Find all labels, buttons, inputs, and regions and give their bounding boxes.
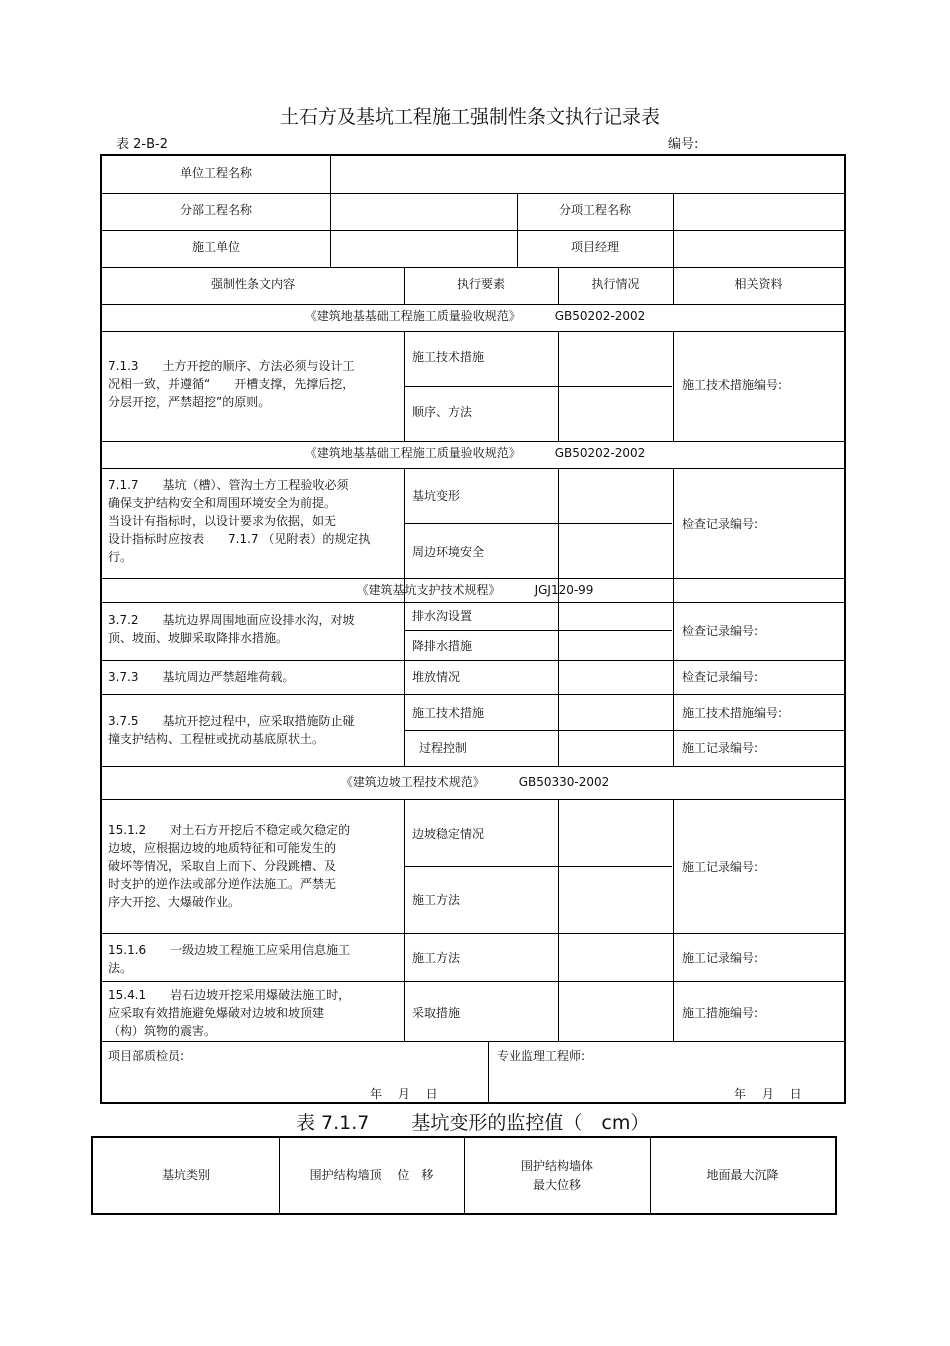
execution-element: 堆放情况 bbox=[412, 670, 461, 684]
clause-line: 应采取有效措施避免爆破对边坡和坡顶建 bbox=[108, 1006, 325, 1020]
col-divider bbox=[673, 468, 674, 766]
row-divider bbox=[102, 799, 844, 800]
page-title: 土石方及基坑工程施工强制性条文执行记录表 bbox=[279, 106, 660, 128]
clause-line: 3.7.3 基坑周边严禁超堆荷载。 bbox=[108, 670, 295, 684]
col-divider bbox=[673, 193, 674, 267]
clause-line: 序大开挖、大爆破作业。 bbox=[108, 895, 241, 909]
standard-section-header bbox=[102, 581, 848, 598]
col-divider bbox=[330, 156, 331, 267]
standard-code: GB50330-2002 bbox=[518, 775, 610, 789]
sub-table-title bbox=[296, 1108, 649, 1135]
clause-line: 15.1.2 对土石方开挖后不稳定或欠稳定的 bbox=[108, 823, 351, 837]
execution-element: 降排水措施 bbox=[412, 639, 473, 653]
execution-element: 过程控制 bbox=[419, 741, 468, 755]
standard-code: GB50202-2002 bbox=[554, 309, 646, 323]
sub-row-divider bbox=[404, 523, 672, 524]
col-divider bbox=[673, 331, 674, 441]
execution-element: 施工技术措施 bbox=[412, 706, 485, 720]
execution-element: 施工方法 bbox=[412, 951, 461, 965]
standard-section-header bbox=[102, 444, 848, 461]
reference-label: 检查记录编号: bbox=[682, 517, 759, 531]
clause-line: 15.4.1 岩石边坡开挖采用爆破法施工时， bbox=[108, 988, 351, 1002]
execution-element: 施工方法 bbox=[412, 893, 461, 907]
sub-row-divider bbox=[404, 386, 672, 387]
form-number: 表 2-B-2 bbox=[116, 137, 168, 152]
col-divider bbox=[558, 468, 559, 766]
clause-line: 确保支护结构安全和周围环境安全为前提。 bbox=[108, 496, 337, 510]
clause-line: 况相一致，并遵循“ 开槽支撑，先撑后挖， bbox=[108, 377, 355, 391]
row-divider bbox=[102, 267, 844, 268]
row-divider bbox=[102, 331, 844, 332]
col-divider bbox=[558, 331, 559, 441]
clause-line: 撞支护结构、工程桩或扰动基底原状土。 bbox=[108, 732, 325, 746]
clause-line: 分层开挖，严禁超挖”的原则。 bbox=[108, 395, 271, 409]
sub-row-divider bbox=[404, 630, 672, 631]
clause-3-7-2 bbox=[108, 611, 355, 647]
execution-element: 边坡稳定情况 bbox=[412, 827, 485, 841]
standard-code: GB50202-2002 bbox=[554, 446, 646, 460]
clause-7-1-7 bbox=[108, 476, 370, 566]
sub-table-name: 基坑变形的监控值（ cm） bbox=[411, 1112, 650, 1134]
row-divider bbox=[102, 193, 844, 194]
project-manager-label: 项目经理 bbox=[570, 240, 619, 254]
standard-name: 《建筑地基基础工程施工质量验收规范》 bbox=[304, 309, 521, 323]
col-divider bbox=[404, 468, 405, 766]
clause-15-4-1 bbox=[108, 986, 350, 1040]
serial-number-label: 编号: bbox=[668, 137, 699, 152]
row-divider bbox=[102, 933, 844, 934]
clause-line: 当设计有指标时，以设计要求为依据，如无 bbox=[108, 514, 337, 528]
column-header: 最大位移 bbox=[532, 1178, 581, 1192]
row-divider bbox=[102, 441, 844, 442]
clause-line: （构）筑物的震害。 bbox=[108, 1024, 217, 1038]
clause-line: 7.1.7 基坑（槽）、管沟土方工程验收必须 bbox=[108, 478, 349, 492]
column-header: 围护结构墙顶 位 移 bbox=[309, 1168, 434, 1182]
reference-label: 施工技术措施编号: bbox=[682, 706, 783, 720]
col-divider bbox=[488, 1041, 489, 1102]
reference-label: 检查记录编号: bbox=[682, 624, 759, 638]
column-header: 基坑类别 bbox=[161, 1168, 210, 1182]
construction-unit-label: 施工单位 bbox=[191, 240, 240, 254]
row-divider bbox=[102, 578, 844, 579]
signature-date: 年 月 日 bbox=[370, 1087, 438, 1101]
sub-row-divider bbox=[404, 866, 672, 867]
column-header: 执行要素 bbox=[456, 277, 505, 291]
column-header: 相关资料 bbox=[734, 277, 783, 291]
clause-line: 3.7.2 基坑边界周围地面应设排水沟，对坡 bbox=[108, 613, 355, 627]
unit-project-label: 单位工程名称 bbox=[179, 166, 252, 180]
column-header: 执行情况 bbox=[591, 277, 640, 291]
standard-section-header bbox=[102, 773, 848, 790]
clause-line: 15.1.6 一级边坡工程施工应采用信息施工 bbox=[108, 943, 351, 957]
signature-date: 年 月 日 bbox=[734, 1087, 802, 1101]
clause-line: 设计指标时应按表 7.1.7 （见附表）的规定执 bbox=[108, 532, 371, 546]
row-divider bbox=[102, 660, 844, 661]
standard-name: 《建筑边坡工程技术规范》 bbox=[340, 775, 485, 789]
clause-3-7-5 bbox=[108, 712, 355, 748]
standard-code: JGJ120-99 bbox=[534, 583, 594, 597]
column-header: 围护结构墙体 bbox=[520, 1159, 593, 1173]
quality-inspector-label: 项目部质检员: bbox=[108, 1049, 185, 1063]
row-divider bbox=[102, 766, 844, 767]
clause-line: 法。 bbox=[108, 961, 133, 975]
enforcement-record-table bbox=[100, 154, 846, 1104]
reference-label: 施工记录编号: bbox=[682, 741, 759, 755]
row-divider bbox=[102, 304, 844, 305]
row-divider bbox=[102, 602, 844, 603]
standard-name: 《建筑基坑支护技术规程》 bbox=[356, 583, 501, 597]
clause-line: 7.1.3 土方开挖的顺序、方法必须与设计工 bbox=[108, 359, 355, 373]
supervising-engineer-label: 专业监理工程师: bbox=[497, 1049, 586, 1063]
sub-row-divider bbox=[404, 730, 844, 731]
standard-section-header bbox=[102, 307, 848, 324]
execution-element: 周边环境安全 bbox=[412, 545, 485, 559]
col-divider bbox=[404, 799, 405, 1041]
reference-label: 施工记录编号: bbox=[682, 860, 759, 874]
clause-line: 3.7.5 基坑开挖过程中，应采取措施防止碰 bbox=[108, 714, 355, 728]
execution-element: 顺序、方法 bbox=[412, 405, 473, 419]
row-divider bbox=[102, 981, 844, 982]
row-divider bbox=[102, 230, 844, 231]
clause-3-7-3 bbox=[108, 668, 295, 686]
subdivision-project-label: 分项工程名称 bbox=[558, 203, 631, 217]
clause-15-1-2 bbox=[108, 821, 350, 911]
column-header: 地面最大沉降 bbox=[706, 1168, 779, 1182]
row-divider bbox=[102, 468, 844, 469]
monitoring-value-table bbox=[91, 1136, 837, 1215]
clause-line: 破坏等情况，采取自上而下、分段跳槽、及 bbox=[108, 859, 337, 873]
clause-line: 行。 bbox=[108, 550, 133, 564]
column-header: 强制性条文内容 bbox=[210, 277, 295, 291]
row-divider bbox=[102, 1041, 844, 1042]
division-project-label: 分部工程名称 bbox=[179, 203, 252, 217]
col-divider bbox=[404, 331, 405, 441]
execution-element: 基坑变形 bbox=[412, 489, 461, 503]
execution-element: 排水沟设置 bbox=[412, 609, 473, 623]
reference-label: 施工措施编号: bbox=[682, 1006, 759, 1020]
clause-7-1-3 bbox=[108, 357, 355, 411]
clause-line: 时支护的逆作法或部分逆作法施工。严禁无 bbox=[108, 877, 337, 891]
sub-table-number: 表 7.1.7 bbox=[296, 1112, 370, 1134]
execution-element: 施工技术措施 bbox=[412, 350, 485, 364]
reference-label: 施工记录编号: bbox=[682, 951, 759, 965]
row-divider bbox=[102, 694, 844, 695]
standard-name: 《建筑地基基础工程施工质量验收规范》 bbox=[304, 446, 521, 460]
clause-line: 顶、坡面、坡脚采取降排水措施。 bbox=[108, 631, 289, 645]
reference-label: 检查记录编号: bbox=[682, 670, 759, 684]
reference-label: 施工技术措施编号: bbox=[682, 378, 783, 392]
execution-element: 采取措施 bbox=[412, 1006, 461, 1020]
col-divider bbox=[558, 799, 559, 1041]
clause-line: 边坡，应根据边坡的地质特征和可能发生的 bbox=[108, 841, 337, 855]
col-divider bbox=[673, 799, 674, 1041]
clause-15-1-6 bbox=[108, 941, 350, 977]
